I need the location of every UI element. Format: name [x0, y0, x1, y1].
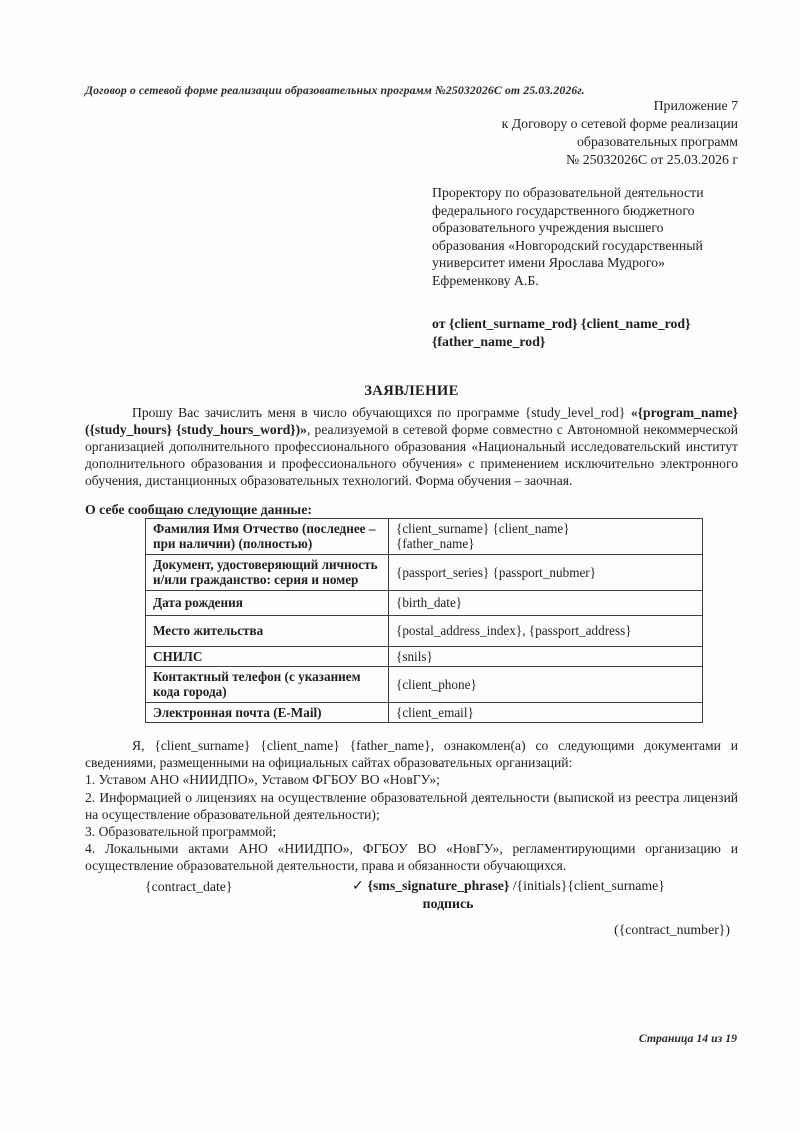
table-row-snils [146, 646, 703, 666]
row-value: {postal_address_index}, {passport_address} [389, 615, 703, 646]
appendix-line: к Договору о сетевой форме реализации [501, 116, 738, 131]
about-data-label: О себе сообщаю следующие данные: [85, 502, 312, 517]
row-value [389, 519, 703, 555]
program-name-bold: «{program_name} ({study_hours} {study_hours_word})» [85, 405, 738, 437]
table-row-residence [146, 615, 703, 646]
row-label: СНИЛС [146, 646, 389, 666]
row-value: {snils} [389, 646, 703, 666]
table-row-birth-date [146, 590, 703, 615]
addressee-line: образования «Новгородский государственный [432, 237, 703, 253]
request-paragraph [85, 404, 738, 489]
appendix-line: № 25032026С от 25.03.2026 г [566, 152, 738, 167]
addressee-line: Ефременкову А.Б. [432, 272, 539, 288]
row-value: {passport_series} {passport_nubmer} [389, 554, 703, 590]
row-label: Документ, удостоверяющий личность и/или гражданство: серия и номер [146, 554, 389, 590]
addressee-block [432, 184, 704, 290]
checkmark-icon: ✓ [352, 878, 364, 893]
contract-date: {contract_date} [145, 879, 233, 894]
contract-number: ({contract_number}) [614, 922, 730, 937]
row-label: Дата рождения [146, 590, 389, 615]
from-line: {father_name_rod} [432, 333, 546, 349]
row-label: Фамилия Имя Отчество (последнее – при наличии) (полностью) [146, 519, 389, 555]
table-row-email [146, 702, 703, 722]
addressee-line: федерального государственного бюджетного [432, 202, 695, 218]
row-value-line: {client_surname} {client_name} [396, 521, 570, 536]
applicant-from-block [432, 315, 691, 350]
row-value: {client_email} [389, 702, 703, 722]
table-row-passport [146, 554, 703, 590]
request-text-end: , реализуемой в сетевой форме совместно с Автономной некоммерческой организацией дополнительного профессионального образования «Национальный исследовательский институт дополнительного образования и профессионального обучения» с применением исключительно электронного обучения, дистанционных образовательных технологий. Форма обучения – заочная. [85, 422, 738, 488]
acknowledgement-item: 4. Локальными актами АНО «НИИДПО», ФГБОУ ВО «НовГУ», регламентирующими организацию и осуществление образовательной деятельности, права и обязанности обучающихся. [85, 841, 738, 874]
table-row-phone [146, 667, 703, 703]
addressee-line: образовательного учреждения высшего [432, 220, 664, 236]
row-value-line: {father_name} [396, 536, 475, 552]
table-row-full-name [146, 519, 703, 555]
document-title: ЗАЯВЛЕНИЕ [364, 383, 459, 399]
appendix-line: образовательных программ [577, 134, 738, 149]
row-value: {birth_date} [389, 590, 703, 615]
request-text-start: Прошу Вас зачислить меня в число обучающихся по программе {study_level_rod} [132, 405, 631, 420]
contract-reference-header: Договор о сетевой форме реализации образовательных программ №25032026С от 25.03.2026г. [85, 83, 585, 97]
row-value: {client_phone} [389, 667, 703, 703]
acknowledgement-item: 3. Образовательной программой; [85, 824, 277, 840]
addressee-line: Проректору по образовательной деятельности [432, 185, 704, 200]
from-line: от {client_surname_rod} {client_name_rod} [432, 316, 691, 331]
page-number-footer: Страница 14 из 19 [638, 1031, 737, 1045]
row-label: Место жительства [146, 615, 389, 646]
row-label: Электронная почта (E-Mail) [146, 702, 389, 722]
appendix-block [502, 97, 738, 169]
sms-signature-phrase: {sms_signature_phrase} [367, 878, 510, 893]
acknowledgement-item: 2. Информацией о лицензиях на осуществление образовательной деятельности (выпиской из реестра лицензий на осуществление образовательной деятельности); [85, 789, 738, 822]
row-label: Контактный телефон (с указанием кода города) [146, 667, 389, 703]
appendix-line: Приложение 7 [653, 98, 738, 113]
personal-data-table [145, 518, 703, 723]
signature-initials: /{initials}{client_surname} [509, 878, 665, 893]
acknowledgement-intro: Я, {client_surname} {client_name} {father_name}, ознакомлен(а) со следующими документами и сведениями, размещенными на официальных сайтах образовательных организаций: [85, 738, 738, 771]
addressee-line: университет имени Ярослава Мудрого» [432, 255, 665, 271]
acknowledgement-block [85, 737, 738, 875]
signature-line [352, 878, 665, 894]
signature-caption: подпись [422, 896, 474, 911]
acknowledgement-item: 1. Уставом АНО «НИИДПО», Уставом ФГБОУ ВО «НовГУ»; [85, 772, 440, 788]
